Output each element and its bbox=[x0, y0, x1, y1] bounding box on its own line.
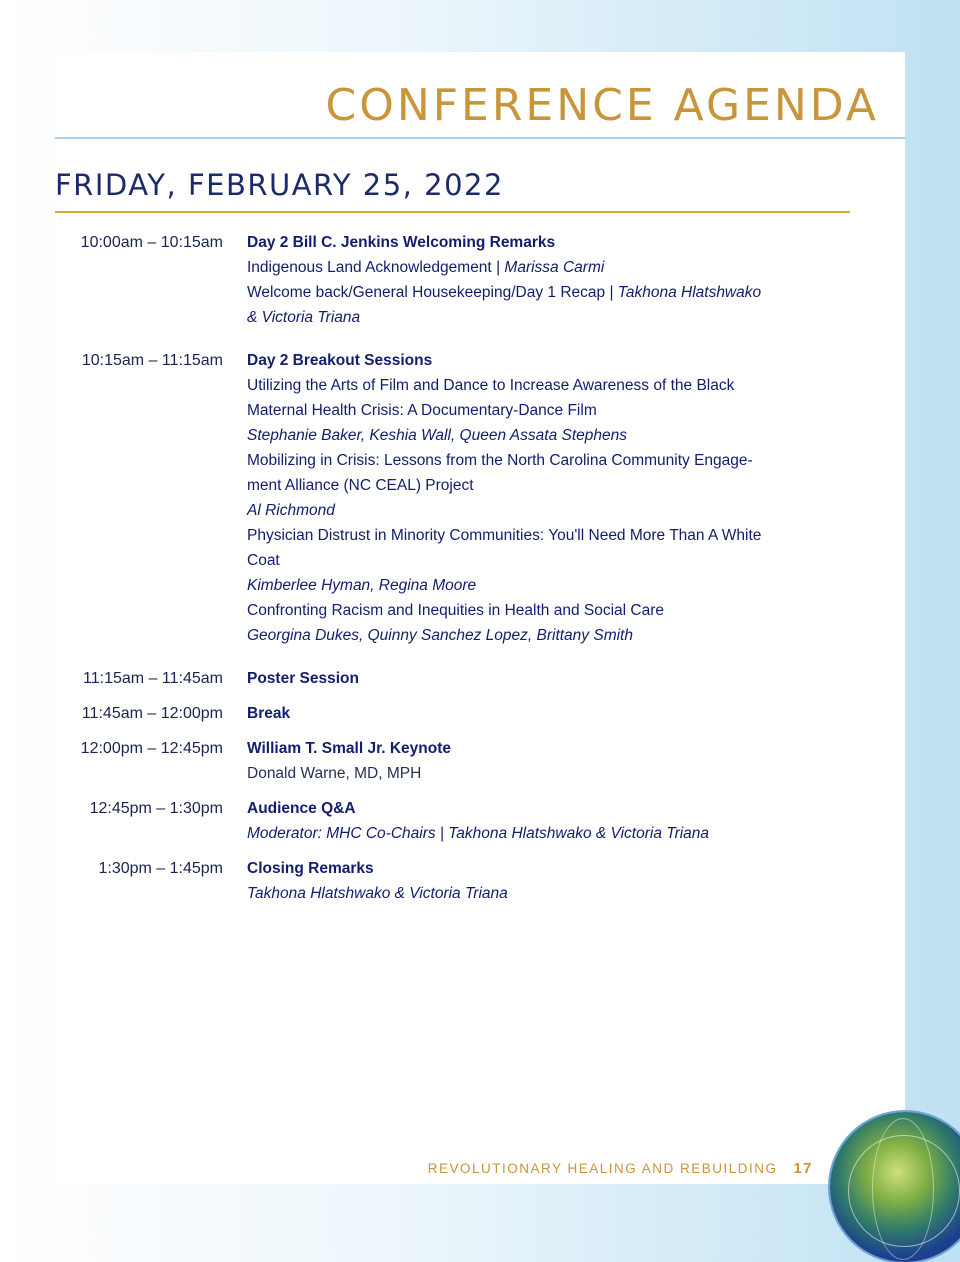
agenda-item bbox=[55, 348, 905, 648]
session-line: Welcome back/General Housekeeping/Day 1 Recap | Takhona Hlatshwako bbox=[247, 284, 762, 301]
agenda-item bbox=[55, 701, 905, 726]
breakout-title: Confronting Racism and Inequities in Health and Social Care bbox=[247, 602, 665, 619]
session-text: Welcome back/General Housekeeping/Day 1 Recap bbox=[247, 284, 606, 301]
agenda-details bbox=[247, 230, 827, 330]
agenda-details bbox=[247, 666, 827, 691]
breakout-title: Mobilizing in Crisis: Lessons from the North Carolina Community Engage- bbox=[247, 452, 753, 469]
agenda-time: 11:15am – 11:45am bbox=[83, 670, 223, 687]
session-line: Indigenous Land Acknowledgement | Marissa Carmi bbox=[247, 259, 605, 276]
breakout-speakers: Georgina Dukes, Quinny Sanchez Lopez, Brittany Smith bbox=[247, 627, 633, 644]
agenda-time: 1:30pm – 1:45pm bbox=[98, 860, 223, 877]
agenda-details bbox=[247, 736, 827, 786]
session-speaker: Takhona Hlatshwako bbox=[617, 284, 762, 301]
breakout-title: Maternal Health Crisis: A Documentary-Dance Film bbox=[247, 402, 597, 419]
footer-tagline: REVOLUTIONARY HEALING AND REBUILDING bbox=[427, 1161, 778, 1176]
session-speaker: Donald Warne, MD, MPH bbox=[247, 765, 422, 782]
page-title: CONFERENCE AGENDA bbox=[325, 80, 879, 131]
agenda-details bbox=[247, 701, 827, 726]
agenda-item bbox=[55, 796, 905, 846]
session-title: Break bbox=[247, 705, 291, 722]
session-speaker: Marissa Carmi bbox=[504, 259, 605, 276]
session-speaker: Moderator: MHC Co-Chairs | Takhona Hlatshwako & Victoria Triana bbox=[247, 825, 710, 842]
session-title: Day 2 Breakout Sessions bbox=[247, 352, 433, 369]
session-title: Audience Q&A bbox=[247, 800, 356, 817]
agenda-details bbox=[247, 856, 827, 906]
session-title: William T. Small Jr. Keynote bbox=[247, 740, 452, 757]
session-title: Poster Session bbox=[247, 670, 359, 687]
page-number: 17 bbox=[793, 1160, 813, 1177]
breakout-speakers: Al Richmond bbox=[247, 502, 335, 519]
page bbox=[55, 52, 905, 1184]
agenda-time: 12:00pm – 12:45pm bbox=[80, 740, 223, 757]
agenda-list bbox=[55, 230, 905, 924]
session-speaker: Takhona Hlatshwako & Victoria Triana bbox=[247, 885, 508, 902]
agenda-item bbox=[55, 666, 905, 691]
day-divider bbox=[55, 211, 850, 213]
breakout-title: Utilizing the Arts of Film and Dance to Increase Awareness of the Black bbox=[247, 377, 735, 394]
session-title: Closing Remarks bbox=[247, 860, 374, 877]
breakout-speakers: Kimberlee Hyman, Regina Moore bbox=[247, 577, 477, 594]
breakout-title: Coat bbox=[247, 552, 280, 569]
globe-ring-decoration bbox=[872, 1118, 934, 1260]
session-speaker: & Victoria Triana bbox=[247, 309, 361, 326]
agenda-time: 12:45pm – 1:30pm bbox=[89, 800, 223, 817]
agenda-time: 11:45am – 12:00pm bbox=[81, 705, 223, 722]
day-heading: FRIDAY, FEBRUARY 25, 2022 bbox=[55, 168, 504, 202]
session-title: Day 2 Bill C. Jenkins Welcoming Remarks bbox=[247, 234, 556, 251]
breakout-speakers: Stephanie Baker, Keshia Wall, Queen Assata Stephens bbox=[247, 427, 627, 444]
agenda-item bbox=[55, 856, 905, 906]
session-text: Indigenous Land Acknowledgement bbox=[247, 259, 492, 276]
agenda-details bbox=[247, 796, 827, 846]
agenda-details bbox=[247, 348, 827, 648]
agenda-item bbox=[55, 230, 905, 330]
agenda-item bbox=[55, 736, 905, 786]
agenda-time: 10:00am – 10:15am bbox=[80, 234, 223, 251]
header-divider bbox=[55, 137, 905, 139]
breakout-title: ment Alliance (NC CEAL) Project bbox=[247, 477, 474, 494]
breakout-title: Physician Distrust in Minority Communities: You'll Need More Than A White bbox=[247, 527, 762, 544]
agenda-time: 10:15am – 11:15am bbox=[81, 352, 223, 369]
footer-text bbox=[428, 1160, 813, 1177]
